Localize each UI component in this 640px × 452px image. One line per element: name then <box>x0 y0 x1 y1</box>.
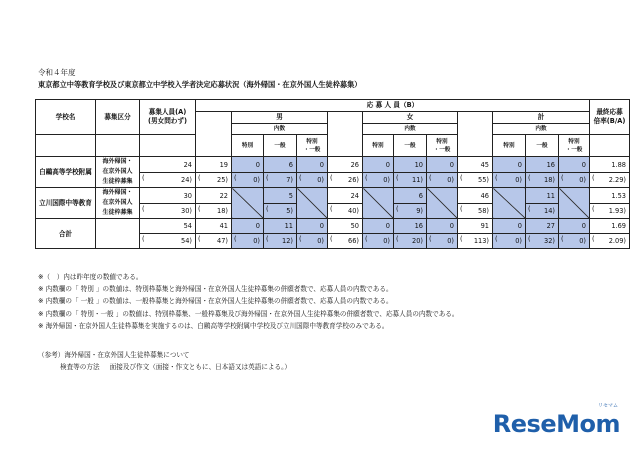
quota-previous: ( 24) <box>140 172 196 188</box>
female-special-general-current: 0 <box>427 219 458 234</box>
female-special-general-current: 0 <box>427 157 458 173</box>
header-female-total-top <box>328 111 363 123</box>
header-female-special-general: 特別 ・一般 <box>427 135 458 157</box>
header-male: 男 <box>232 111 328 123</box>
female-current: 26 <box>328 157 363 173</box>
header-total-general: 一般 <box>526 135 559 157</box>
total-general-previous: ( 32) <box>526 234 559 249</box>
quota-current: 54 <box>140 219 196 234</box>
male-previous: ( 47) <box>196 234 232 249</box>
male-special-previous: ( 0) <box>232 234 264 249</box>
male-general-current: 6 <box>264 157 297 173</box>
total-current: 91 <box>458 219 493 234</box>
total-special-general-current: 0 <box>559 219 590 234</box>
male-previous: ( 25) <box>196 172 232 188</box>
total-general-current: 16 <box>526 157 559 173</box>
male-special-current: 0 <box>232 219 264 234</box>
male-special-current: 0 <box>232 157 264 173</box>
total-special-current: 0 <box>493 219 526 234</box>
male-current: 19 <box>196 157 232 173</box>
female-general-previous: ( 20) <box>394 234 427 249</box>
ratio-current: 1.69 <box>590 219 630 234</box>
header-male-special-general: 特別 ・一般 <box>297 135 328 157</box>
header-male-total-mid <box>196 123 232 135</box>
exam-method-label: 検査等の方法 <box>60 362 100 371</box>
header-ratio-fill <box>590 135 630 157</box>
header-quota-fill <box>140 135 196 157</box>
reference-title: （参考）海外帰国・在京外国人生徒枠募集について <box>38 351 190 359</box>
total-general-previous: ( 14) <box>526 203 559 219</box>
female-general-previous: ( 9) <box>394 203 427 219</box>
footnote: ※（ ）内は昨年度の数値である。 <box>38 273 143 281</box>
total-special-current: 0 <box>493 157 526 173</box>
exam-method-value: 面接及び作文（面接・作文ともに、日本語又は英語による。） <box>109 362 291 371</box>
recruit-category: 海外帰国・ 在京外国人 生徒枠募集 <box>96 157 140 188</box>
recruit-category: 海外帰国・ 在京外国人 生徒枠募集 <box>96 188 140 219</box>
footnote: ※ 内数欄の「 一般 」の数値は、一般枠募集と海外帰国・在京外国人生徒枠募集の併願者数で、応募人員の内数である。 <box>38 297 393 306</box>
quota-previous: ( 30) <box>140 203 196 219</box>
document-heading: 東京都立中等教育学校及び東京都立中学校入学者決定応募状況（海外帰国・在京外国人生徒枠募集） <box>38 80 362 89</box>
header-category-fill <box>96 135 140 157</box>
male-current: 22 <box>196 188 232 204</box>
school-name: 立川国際中等教育 <box>36 188 96 219</box>
female-current: 24 <box>328 188 363 204</box>
female-general-current: 6 <box>394 188 427 204</box>
male-special-not-applicable <box>232 188 264 219</box>
female-previous: ( 66) <box>328 234 363 249</box>
female-previous: ( 40) <box>328 203 363 219</box>
resemom-logo: ReseMom リセマム <box>492 403 620 438</box>
male-general-current: 5 <box>264 188 297 204</box>
ratio-previous: ( 2.09) <box>590 234 630 249</box>
header-ratio: 最終応募 倍率(B/A) <box>590 100 630 135</box>
female-previous: ( 26) <box>328 172 363 188</box>
male-special-general-previous: ( 0) <box>297 172 328 188</box>
total-previous: ( 55) <box>458 172 493 188</box>
quota-current: 30 <box>140 188 196 204</box>
female-general-current: 16 <box>394 219 427 234</box>
female-special-general-previous: ( 0) <box>427 172 458 188</box>
header-applicants: 応 募 人 員（B） <box>196 100 590 112</box>
female-special-current: 0 <box>363 157 394 173</box>
recruit-category-empty <box>96 219 140 249</box>
footnote: ※ 海外帰国・在京外国人生徒枠募集を実施するのは、白鷗高等学校附属中学校及び立川国際中等教育学校のみである。 <box>38 321 389 330</box>
total-special-not-applicable <box>493 188 526 219</box>
male-general-previous: ( 5) <box>264 203 297 219</box>
male-previous: ( 18) <box>196 203 232 219</box>
header-female-general: 一般 <box>394 135 427 157</box>
female-general-previous: ( 11) <box>394 172 427 188</box>
header-category: 募集区分 <box>96 100 140 135</box>
header-total-breakdown: 内数 <box>493 123 590 135</box>
header-male-total-bottom <box>196 135 232 157</box>
header-total-mid <box>458 123 493 135</box>
quota-current: 24 <box>140 157 196 173</box>
total-label: 合計 <box>36 219 96 249</box>
ratio-current: 1.88 <box>590 157 630 173</box>
male-special-previous: ( 0) <box>232 172 264 188</box>
total-special-general-current: 0 <box>559 157 590 173</box>
male-general-current: 11 <box>264 219 297 234</box>
female-special-previous: ( 0) <box>363 172 394 188</box>
header-total: 計 <box>493 111 590 123</box>
reference-section <box>38 350 291 373</box>
male-special-general-previous: ( 0) <box>297 234 328 249</box>
total-special-general-not-applicable <box>559 188 590 219</box>
female-special-general-previous: ( 0) <box>427 234 458 249</box>
total-special-previous: ( 0) <box>493 172 526 188</box>
header-female-total-mid <box>328 123 363 135</box>
exam-method <box>38 362 291 374</box>
header-female-total-bottom <box>328 135 363 157</box>
male-special-general-current: 0 <box>297 219 328 234</box>
header-total-special: 特別 <box>493 135 526 157</box>
male-general-previous: ( 12) <box>264 234 297 249</box>
total-special-general-previous: ( 0) <box>559 234 590 249</box>
quota-previous: ( 54) <box>140 234 196 249</box>
footnotes <box>38 271 459 332</box>
header-school-fill <box>36 135 96 157</box>
fiscal-year: 令和４年度 <box>38 68 76 77</box>
header-male-total-top <box>196 111 232 123</box>
applicant-status-table <box>35 99 630 249</box>
header-female-breakdown: 内数 <box>363 123 458 135</box>
total-special-general-previous: ( 0) <box>559 172 590 188</box>
female-special-general-not-applicable <box>427 188 458 219</box>
footnote: ※ 内数欄の「 特別 」の数値は、特別枠募集と海外帰国・在京外国人生徒枠募集の併願者数で、応募人員の内数である。 <box>38 285 393 294</box>
footnote: ※ 内数欄の「 特別・一般 」の数値は、特別枠募集、一般枠募集及び海外帰国・在京外国人生徒枠募集の併願者数で、応募人員の内数である。 <box>38 309 459 318</box>
header-school: 学校名 <box>36 100 96 135</box>
header-female-special: 特別 <box>363 135 394 157</box>
male-special-general-current: 0 <box>297 157 328 173</box>
header-male-general: 一般 <box>264 135 297 157</box>
male-current: 41 <box>196 219 232 234</box>
total-general-previous: ( 18) <box>526 172 559 188</box>
total-previous: ( 113) <box>458 234 493 249</box>
ratio-previous: ( 2.29) <box>590 172 630 188</box>
female-general-current: 10 <box>394 157 427 173</box>
male-general-previous: ( 7) <box>264 172 297 188</box>
total-general-current: 11 <box>526 188 559 204</box>
header-total-special-general: 特別 ・一般 <box>559 135 590 157</box>
school-name: 白鷗高等学校附属 <box>36 157 96 188</box>
female-special-current: 0 <box>363 219 394 234</box>
header-total-top <box>458 111 493 123</box>
female-special-previous: ( 0) <box>363 234 394 249</box>
total-current: 46 <box>458 188 493 204</box>
header-male-special: 特別 <box>232 135 264 157</box>
total-previous: ( 58) <box>458 203 493 219</box>
ratio-current: 1.53 <box>590 188 630 204</box>
total-current: 45 <box>458 157 493 173</box>
total-special-previous: ( 0) <box>493 234 526 249</box>
male-special-general-not-applicable <box>297 188 328 219</box>
female-current: 50 <box>328 219 363 234</box>
female-special-not-applicable <box>363 188 394 219</box>
header-quota: 募集人員(A) (男女問わず) <box>140 100 196 135</box>
header-total-total-bottom <box>458 135 493 157</box>
ratio-previous: ( 1.93) <box>590 203 630 219</box>
header-female: 女 <box>363 111 458 123</box>
total-general-current: 27 <box>526 219 559 234</box>
header-male-breakdown: 内数 <box>232 123 328 135</box>
